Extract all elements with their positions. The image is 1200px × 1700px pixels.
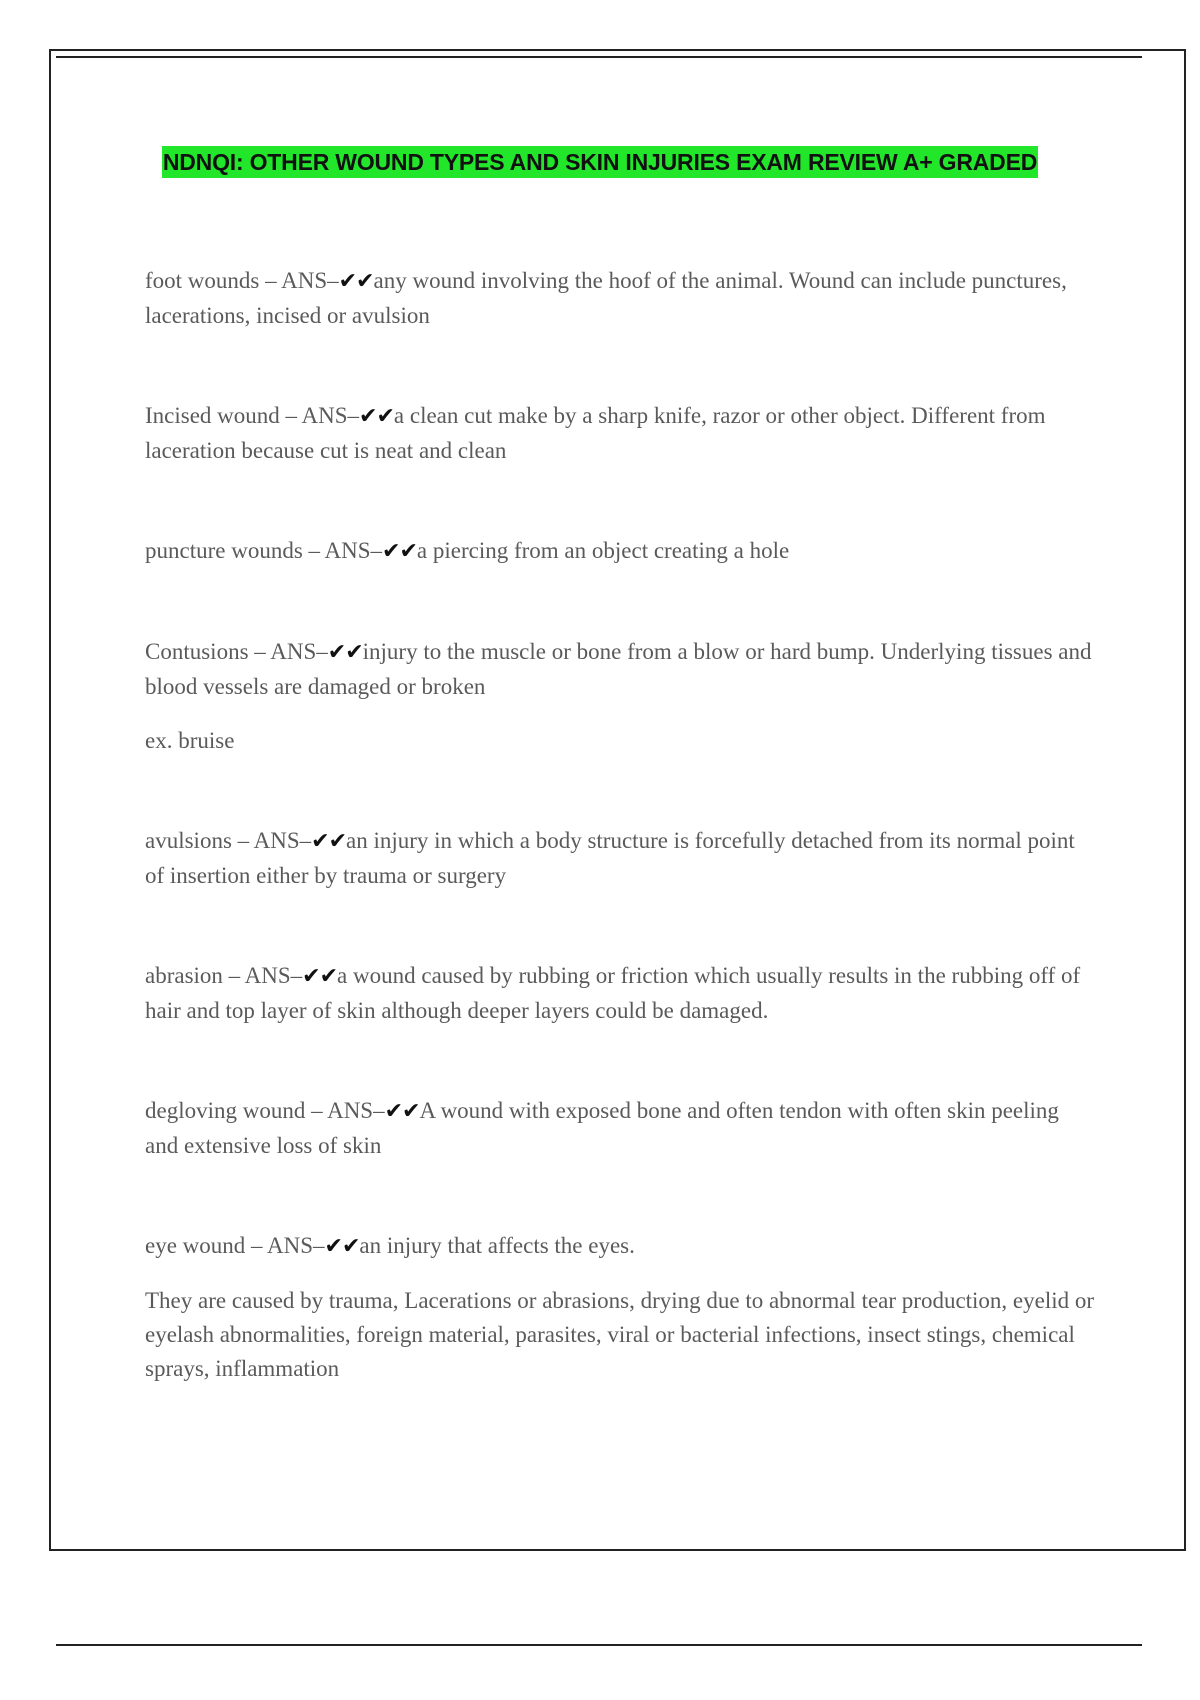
qa-definition-line xyxy=(145,1229,1095,1264)
qa-definition-line xyxy=(145,399,1095,468)
definition-text: an injury in which a body structure is forcefully detached from its normal point of insertion either by trauma or surgery xyxy=(145,828,1075,888)
additional-note: ex. bruise xyxy=(145,728,235,753)
qa-definition-line xyxy=(145,1094,1095,1163)
answer-separator: – ANS– xyxy=(245,1233,325,1258)
additional-note: They are caused by trauma, Lacerations or abrasions, drying due to abnormal tear production, eyelid or eyelash abnormalities, foreign material, parasites, viral or bacterial infections, insect stings, chemical sprays, inflammation xyxy=(145,1288,1095,1381)
answer-separator: – ANS– xyxy=(248,639,328,664)
qa-entry xyxy=(145,534,1095,569)
term-text: degloving wound xyxy=(145,1098,306,1123)
term-text: Contusions xyxy=(145,639,249,664)
qa-entry xyxy=(145,264,1095,333)
check-marks-icon: ✔✔ xyxy=(302,964,338,989)
qa-definition-line xyxy=(145,534,1095,569)
definition-text: A wound with exposed bone and often tendon with often skin peeling and extensive loss of skin xyxy=(145,1098,1059,1158)
answer-separator: – ANS– xyxy=(231,828,312,853)
term-text: eye wound xyxy=(145,1233,246,1258)
document-title: NDNQI: OTHER WOUND TYPES AND SKIN INJURIES EXAM REVIEW A+ GRADED xyxy=(162,146,1038,178)
definition-text: any wound involving the hoof of the animal. Wound can include punctures, lacerations, incised or avulsion xyxy=(145,268,1067,328)
check-marks-icon: ✔✔ xyxy=(359,404,394,429)
qa-entry xyxy=(145,959,1095,1028)
definition-text: a wound caused by rubbing or friction which usually results in the rubbing off of hair and top layer of skin although deeper layers could be damaged. xyxy=(145,963,1081,1023)
term-text: abrasion xyxy=(145,963,223,988)
term-text: Incised wound xyxy=(145,403,280,428)
qa-entry xyxy=(145,635,1095,758)
bottom-rule xyxy=(56,1644,1142,1646)
check-marks-icon: ✔✔ xyxy=(338,269,374,294)
check-marks-icon: ✔✔ xyxy=(311,829,347,854)
qa-entry xyxy=(145,1229,1095,1386)
title-container xyxy=(0,146,1200,178)
check-marks-icon: ✔✔ xyxy=(324,1234,360,1259)
check-marks-icon: ✔✔ xyxy=(384,1099,420,1124)
qa-entry xyxy=(145,399,1095,468)
check-marks-icon: ✔✔ xyxy=(327,640,363,665)
qa-definition-line xyxy=(145,635,1095,704)
definition-text: injury to the muscle or bone from a blow or hard bump. Underlying tissues and blood vessels are damaged or broken xyxy=(145,639,1092,699)
answer-separator: – ANS– xyxy=(279,403,360,428)
qa-definition-line xyxy=(145,824,1095,893)
term-text: avulsions xyxy=(145,828,232,853)
answer-separator: – ANS– xyxy=(222,963,303,988)
answer-separator: – ANS– xyxy=(259,268,339,293)
check-marks-icon: ✔✔ xyxy=(382,539,417,564)
qa-entry xyxy=(145,1094,1095,1163)
entries-list xyxy=(145,264,1095,1386)
definition-text: a clean cut make by a sharp knife, razor or other object. Different from laceration because cut is neat and clean xyxy=(145,403,1046,463)
definition-text: an injury that affects the eyes. xyxy=(359,1233,635,1258)
definition-text: a piercing from an object creating a hole xyxy=(416,538,790,563)
answer-separator: – ANS– xyxy=(302,538,383,563)
term-text: foot wounds xyxy=(145,268,260,293)
qa-definition-line xyxy=(145,959,1095,1028)
top-rule xyxy=(56,56,1142,58)
term-text: puncture wounds xyxy=(145,538,303,563)
qa-entry xyxy=(145,824,1095,893)
answer-separator: – ANS– xyxy=(305,1098,385,1123)
qa-definition-line xyxy=(145,264,1095,333)
